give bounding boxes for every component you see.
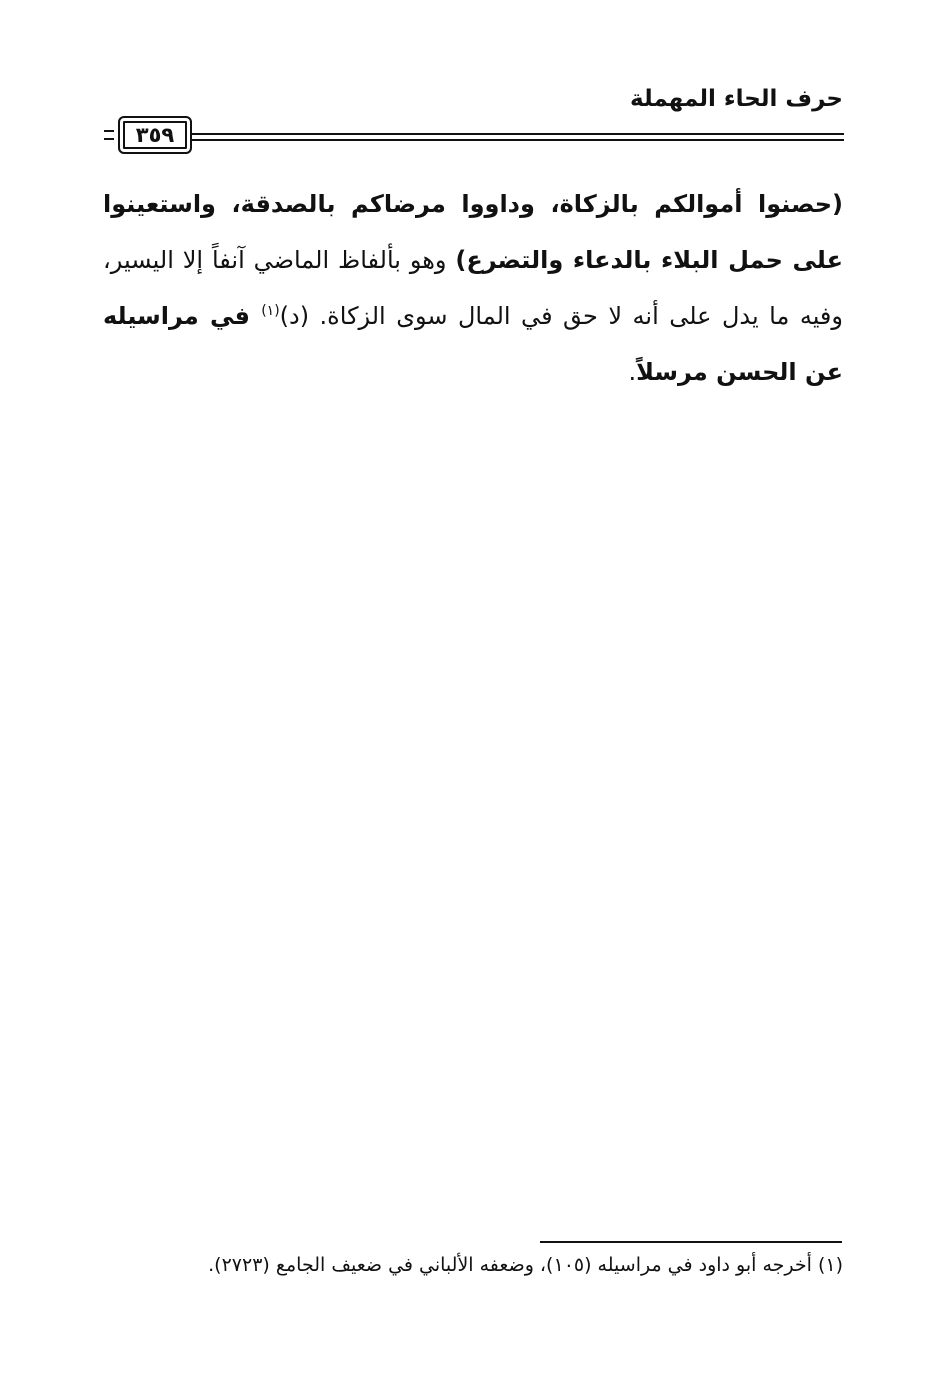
commentary-text: وهو بألفاظ الماضي آنفاً إلا اليسير، وفيه ما يدل على أنه لا حق في المال سوى الزكاة. (د): [103, 246, 843, 330]
page-number: ٣٥٩: [135, 123, 175, 147]
header-double-rule: [192, 133, 844, 141]
header-rule: [104, 116, 844, 152]
page-number-box: [118, 116, 192, 154]
hadith-text: (حصنوا أموالكم بالزكاة، وداووا مرضاكم بالصدقة، واستعينوا على حمل البلاء بالدعاء والتضرع): [103, 190, 843, 274]
footnote: (١) أخرجه أبو داود في مراسيله (١٠٥)، وضعفه الألباني في ضعيف الجامع (٢٧٢٣).: [208, 1254, 843, 1276]
running-header-title: حرف الحاء المهملة: [630, 86, 843, 112]
footnote-reference[interactable]: (١): [261, 303, 280, 319]
source-attribution: في مراسيله عن الحسن مرسلاً: [103, 302, 843, 386]
closing-period: .: [628, 358, 637, 386]
header-rule-tick: [104, 130, 114, 140]
footnote-separator: [540, 1241, 842, 1243]
hadith-paragraph: [103, 176, 843, 400]
